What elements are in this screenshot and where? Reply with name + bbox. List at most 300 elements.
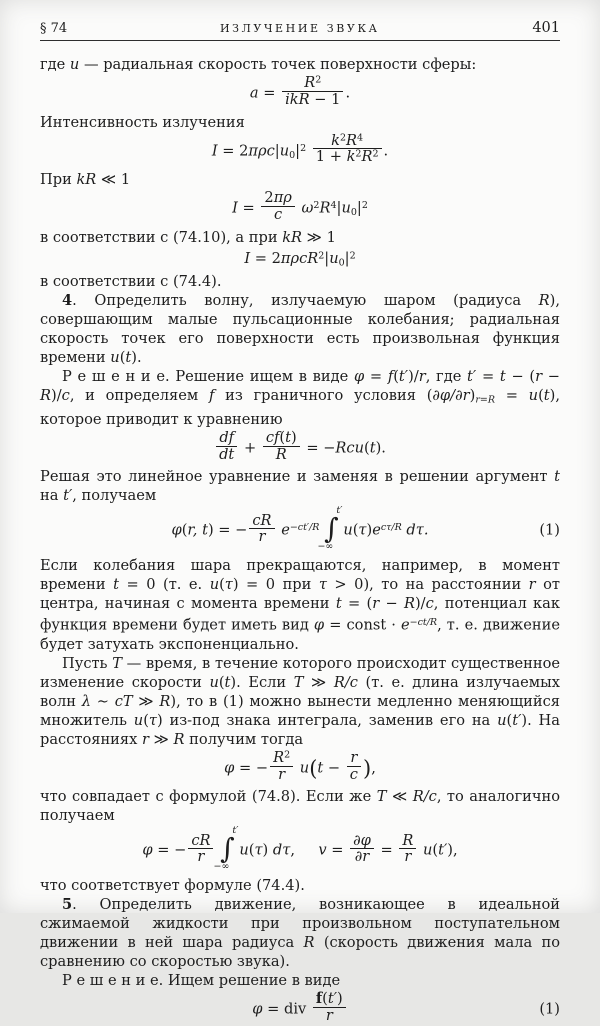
text-run: −ct/R — [409, 617, 438, 629]
text-run: f — [208, 387, 215, 405]
text-run: ∂φ — [353, 831, 371, 849]
paragraph — [40, 556, 560, 654]
text-run: Р е ш е н и е. Решение ищем в виде — [62, 368, 354, 386]
text-run: R — [304, 74, 316, 91]
numerator — [261, 190, 294, 206]
denominator — [188, 848, 213, 865]
text-run: t — [125, 349, 132, 367]
numerator — [216, 430, 237, 446]
text-run: ), — [447, 841, 458, 859]
text-run: T — [112, 654, 122, 672]
text-run: 0 — [338, 257, 345, 268]
text-run: u — [329, 249, 339, 267]
integral-upper-limit — [232, 826, 238, 836]
text-run: , получаем — [72, 487, 157, 505]
paragraph — [40, 787, 560, 825]
denominator — [282, 91, 343, 108]
text-run: R — [538, 292, 550, 310]
text-run: Rcu — [335, 439, 364, 457]
text-run: c — [61, 387, 70, 405]
text-run: u — [110, 349, 120, 367]
text-run: I — [211, 141, 218, 159]
text-run: ∂r — [354, 848, 370, 866]
text-run: τ — [254, 841, 263, 859]
text-run: u — [343, 521, 353, 539]
text-run: = — [258, 84, 281, 102]
text-run: φ — [353, 368, 365, 386]
text-run: c — [274, 205, 283, 223]
text-run: df — [219, 428, 235, 446]
text-run: Если колебания шара прекращаются, например, в момент времени — [40, 557, 560, 594]
equation — [40, 505, 560, 553]
text-run: t′ — [467, 368, 477, 386]
text-run: u — [299, 759, 310, 777]
paragraph — [40, 895, 560, 971]
integral-lower-limit — [213, 862, 229, 872]
equation — [40, 990, 560, 1026]
text-run: t′ — [63, 487, 73, 505]
equation-body — [224, 748, 376, 785]
text-run: R — [361, 148, 373, 166]
page-number: 401 — [532, 20, 560, 36]
fraction — [313, 133, 382, 166]
chapter-title: ИЗЛУЧЕНИЕ ЗВУКА — [219, 22, 380, 35]
text-run: t — [317, 759, 324, 777]
numerator — [350, 833, 374, 849]
text-run: ( — [248, 841, 255, 859]
text-run: ), которое приводит к уравнению — [40, 387, 560, 428]
text-run: dτ. — [401, 521, 429, 539]
paragraph — [40, 228, 560, 247]
text-run: u — [239, 841, 249, 859]
integral — [213, 825, 239, 872]
text-run: . — [383, 141, 389, 159]
text-run: r — [404, 848, 412, 866]
text-run: ( — [279, 428, 286, 446]
text-run: | — [344, 249, 350, 267]
text-run: cτ/R — [380, 522, 402, 534]
equation — [40, 748, 560, 785]
text-run: ( — [506, 711, 513, 729]
text-run: что соответствует формуле (74.4). — [40, 877, 305, 895]
text-run: I — [244, 249, 251, 267]
paragraph — [40, 876, 560, 895]
text-run: c — [425, 595, 434, 613]
text-run: dt — [219, 445, 235, 463]
text-run: ( — [309, 756, 318, 781]
equation-number: (1) — [539, 521, 560, 539]
text-run: k — [331, 131, 340, 149]
text-run: ( — [393, 368, 399, 386]
text-run: / — [413, 368, 419, 386]
text-run: R — [403, 595, 415, 613]
denominator — [263, 446, 300, 463]
text-run: ). — [375, 439, 386, 457]
text-run: t — [554, 468, 560, 486]
equation — [40, 189, 560, 225]
denominator — [270, 766, 293, 783]
text-run: )/ — [414, 595, 426, 613]
text-run: −∞ — [213, 860, 230, 872]
text-run: cT — [114, 692, 133, 710]
fraction — [350, 833, 374, 866]
text-run: = — [326, 841, 349, 859]
text-run: f — [315, 990, 323, 1008]
text-run: r — [418, 368, 426, 386]
text-run: e — [372, 521, 381, 539]
text-run: − 1 — [309, 90, 341, 108]
equation-body — [171, 505, 429, 553]
text-run: ( — [322, 990, 328, 1008]
text-run: R/c — [412, 788, 437, 806]
text-run: r — [350, 748, 358, 766]
text-run: > 0), то на расстоянии — [326, 576, 529, 594]
numerator — [347, 750, 361, 766]
integral-lower-limit — [317, 542, 333, 552]
text-run: = 2 — [250, 249, 281, 267]
text-run: T — [376, 788, 387, 806]
text-run: ) = 0 при — [232, 576, 319, 594]
fraction — [313, 991, 346, 1024]
text-run: 2 — [284, 749, 291, 761]
numerator — [270, 750, 293, 766]
text-run: 2 — [315, 74, 322, 86]
text-run: ( — [143, 711, 149, 729]
text-run: ≪ 1 — [96, 171, 131, 188]
equation-body — [249, 74, 351, 110]
text-run: 2 — [313, 199, 320, 211]
text-run: ikR — [285, 90, 310, 108]
text-run: t′ — [512, 711, 522, 729]
equation-body — [211, 131, 389, 168]
text-run: Пусть — [62, 654, 113, 672]
text-run: ). На расстояниях — [40, 711, 560, 748]
text-run: k — [346, 148, 356, 166]
text-run: T — [293, 673, 304, 691]
text-run: kR — [282, 228, 303, 246]
fraction — [282, 75, 343, 108]
text-run: , — [290, 841, 295, 859]
text-run: τ — [224, 576, 233, 594]
text-run: t — [543, 387, 550, 405]
text-run: = − — [301, 439, 336, 457]
text-run: R — [346, 131, 358, 149]
text-run: u — [423, 841, 433, 859]
text-run: 2 — [264, 189, 274, 206]
text-run: (скорость движения мала по сравнению со скоростью звука). — [40, 934, 560, 971]
text-run: 4 — [330, 199, 337, 211]
text-run: φ — [313, 616, 325, 634]
fraction — [216, 430, 237, 463]
denominator — [399, 848, 416, 865]
text-run: φ — [171, 521, 182, 539]
text-run: r — [278, 765, 286, 783]
text-run: ) — [337, 990, 343, 1008]
text-run: ) — [469, 387, 476, 405]
paragraph — [40, 971, 560, 990]
numerator — [249, 513, 274, 529]
paragraph — [40, 654, 560, 749]
equation-number: (1) — [539, 1000, 560, 1018]
text-run: u — [69, 56, 80, 73]
text-run: + — [239, 439, 261, 457]
text-run: = — [364, 368, 388, 386]
text-run: u — [133, 711, 144, 729]
text-run: ) из-под знака интеграла, заменив его на — [156, 711, 498, 729]
text-run: ( — [432, 841, 439, 859]
text-run: , — [371, 759, 376, 777]
text-run: r, t — [187, 521, 208, 539]
text-run: ≫ 1 — [302, 228, 336, 246]
text-run: r — [142, 730, 149, 748]
text-run: , т. е. движение будет затухать экспоненциально. — [40, 616, 560, 653]
text-run: ≫ — [132, 692, 160, 710]
text-run: u — [341, 199, 351, 217]
text-run: R — [159, 692, 171, 710]
denominator — [313, 148, 382, 165]
text-run: получим тогда — [184, 730, 304, 748]
text-run: R — [319, 199, 331, 217]
equation-body — [252, 990, 348, 1026]
text-run: , и определяем — [69, 387, 209, 405]
text-run: 1 + — [315, 148, 347, 166]
text-run: Интенсивность излучения — [40, 113, 245, 131]
text-run: что совпадает с формулой (74.8). Если же — [40, 788, 377, 806]
text-run: 4 — [357, 132, 364, 143]
numerator — [263, 430, 300, 446]
text-run: где — [40, 56, 70, 73]
text-run: c — [349, 765, 358, 783]
text-run: 2 — [361, 199, 368, 211]
text-run: a — [249, 84, 259, 102]
denominator — [350, 848, 374, 865]
text-run: −ct′/R — [289, 522, 320, 534]
text-run: f — [387, 368, 394, 386]
text-run: ), совершающим малые пульсационные колебания; радиальная скорость точек его поверхности есть произвольная функция времени — [40, 292, 560, 367]
text-run: u — [497, 711, 507, 729]
text-run: e — [281, 521, 290, 539]
text-run: 2 — [300, 142, 307, 154]
text-run: πρcR — [280, 249, 319, 267]
text-run: = — [375, 841, 398, 859]
text-run: . Определить движение, возникающее в идеальной сжимаемой жидкости при произвольном поступательном движении в ней шара радиуса — [40, 896, 560, 952]
text-run: t — [335, 595, 342, 613]
text-run: ) — [290, 428, 297, 446]
text-run: − — [379, 595, 404, 613]
paragraph — [40, 467, 560, 505]
text-run: . Определить волну, излучаемую шаром (радиуса — [72, 292, 539, 310]
paragraph — [40, 170, 560, 189]
numerator — [188, 833, 213, 849]
text-run: t′ — [438, 841, 448, 859]
text-run: −∞ — [317, 540, 334, 552]
text-flow — [40, 55, 560, 1026]
text-run — [306, 142, 311, 159]
text-run: в соответствии с (74.4). — [40, 273, 222, 291]
text-run: u — [279, 141, 290, 159]
text-run: — радиальная скорость точек поверхности сферы: — [79, 56, 477, 73]
text-run: , потенциал как функция времени будет иметь вид — [40, 595, 560, 634]
text-run: ) — [362, 756, 372, 781]
text-run: от центра, начиная с момента времени — [40, 576, 561, 613]
text-run: = — [476, 368, 500, 386]
fraction — [188, 833, 213, 866]
integral-upper-limit — [336, 506, 342, 516]
text-run: (т. е. длина излучаемых волн — [40, 673, 560, 710]
text-run: ω — [301, 199, 314, 217]
text-run: t — [113, 576, 120, 594]
text-run: 2 — [318, 250, 325, 261]
text-run: | — [295, 141, 301, 159]
text-run: из граничного условия ( — [214, 387, 433, 405]
equation — [40, 131, 560, 168]
integral-icon: ∫ — [220, 831, 235, 865]
text-run: πρc — [248, 141, 275, 159]
text-run: e — [400, 616, 410, 634]
numerator — [282, 75, 343, 91]
text-run: φ — [224, 759, 235, 777]
text-run: ) — [366, 521, 373, 539]
text-run: r — [325, 1007, 333, 1025]
text-run: R — [40, 387, 51, 405]
text-run: 2 — [355, 148, 362, 160]
fraction — [249, 513, 274, 546]
paragraph — [40, 367, 560, 429]
text-run: = − — [234, 759, 269, 777]
text-run: R — [303, 934, 315, 952]
text-run: = — [494, 387, 529, 405]
paragraph — [40, 113, 560, 132]
denominator — [249, 528, 274, 545]
fraction — [347, 750, 361, 783]
text-run: При — [40, 171, 77, 188]
text-run: cR — [191, 831, 211, 849]
text-run: ( — [181, 521, 188, 539]
text-run: Р е ш е н и е. Ищем решение в виде — [62, 972, 341, 990]
text-run: . — [345, 84, 351, 102]
text-run: = − — [152, 841, 187, 859]
text-run: | — [324, 249, 330, 267]
text-run: , где — [425, 368, 468, 386]
text-run: r — [258, 528, 266, 546]
text-run: u — [528, 387, 539, 405]
text-run: ( — [119, 349, 126, 367]
text-run: = 2 — [217, 141, 249, 159]
equation — [40, 74, 560, 110]
text-run: ∂φ/∂r — [432, 387, 470, 405]
text-run: ), то в (1) можно вынести медленно меняющийся множитель — [40, 692, 560, 729]
text-run: | — [336, 199, 342, 217]
text-run: Решая это линейное уравнение и заменяя в решении аргумент — [40, 468, 555, 486]
text-run: 2 — [340, 132, 347, 143]
text-run: R — [273, 748, 285, 766]
text-run: t — [499, 368, 506, 386]
denominator — [216, 446, 237, 463]
text-run: ( — [219, 576, 225, 594]
text-run: 2 — [349, 250, 356, 261]
text-run: τ — [358, 521, 367, 539]
text-run: = 0 (т. е. — [119, 576, 210, 594]
text-run: в соответствии с (74.10), а при — [40, 228, 283, 246]
text-run: I — [232, 199, 238, 217]
text-run: 2 — [372, 148, 379, 160]
text-run: )/ — [51, 387, 62, 405]
equation-body — [244, 250, 355, 270]
fraction — [399, 833, 416, 866]
paragraph — [40, 291, 560, 367]
text-run: cf — [265, 428, 280, 446]
integral-icon: ∫ — [324, 511, 339, 545]
text-run: τ — [148, 711, 157, 729]
text-run: u — [209, 673, 219, 691]
text-run: ≪ — [386, 788, 413, 806]
text-run: r — [535, 368, 543, 386]
text-run: − — [542, 368, 561, 386]
text-run: R/c — [333, 673, 358, 691]
paragraph — [40, 55, 560, 74]
text-run: ). — [131, 349, 142, 367]
equation — [40, 428, 560, 465]
denominator — [347, 766, 361, 783]
text-run: ( — [218, 673, 225, 691]
fraction — [263, 430, 300, 463]
text-run: на — [40, 487, 64, 505]
text-run: = — [237, 199, 260, 217]
text-run: , то аналогично получаем — [40, 788, 560, 825]
text-run: ≫ — [303, 673, 334, 691]
integral — [317, 505, 343, 552]
equation — [40, 250, 560, 270]
text-run: R — [275, 445, 287, 463]
text-run: ( — [352, 521, 359, 539]
text-run: ) — [262, 841, 269, 859]
text-run: t — [369, 439, 376, 457]
text-run: u — [209, 576, 220, 594]
text-run: r — [197, 848, 205, 866]
numerator — [313, 991, 346, 1007]
denominator — [261, 206, 294, 223]
text-run: v — [318, 841, 327, 859]
text-run: | — [274, 141, 280, 159]
denominator — [313, 1007, 346, 1024]
text-run: ) — [408, 368, 414, 386]
text-run: R — [173, 730, 185, 748]
text-run: r — [372, 595, 380, 613]
running-head — [40, 20, 560, 41]
text-run: ). Если — [230, 673, 294, 691]
text-run: ( — [538, 387, 544, 405]
text-run: t′ — [336, 505, 343, 517]
text-run: − ( — [505, 368, 536, 386]
text-run: ( — [363, 439, 370, 457]
text-run: ∼ — [91, 692, 115, 710]
text-run: r — [528, 576, 536, 594]
text-run: − — [323, 759, 345, 777]
text-run: — время, в течение которого происходит существенное изменение скорости — [40, 654, 560, 691]
text-run: ≫ — [148, 730, 174, 748]
text-run: τ — [318, 576, 327, 594]
text-run: 0 — [289, 149, 296, 161]
text-run: = div — [262, 1000, 311, 1018]
equation-body — [232, 189, 368, 225]
text-run: 4 — [62, 292, 73, 310]
text-run: | — [356, 199, 362, 217]
text-run: 0 — [350, 206, 357, 218]
text-run: = ( — [341, 595, 373, 613]
text-run: πρ — [273, 189, 292, 206]
text-run: r=R — [475, 394, 495, 406]
text-run: φ — [142, 841, 153, 859]
